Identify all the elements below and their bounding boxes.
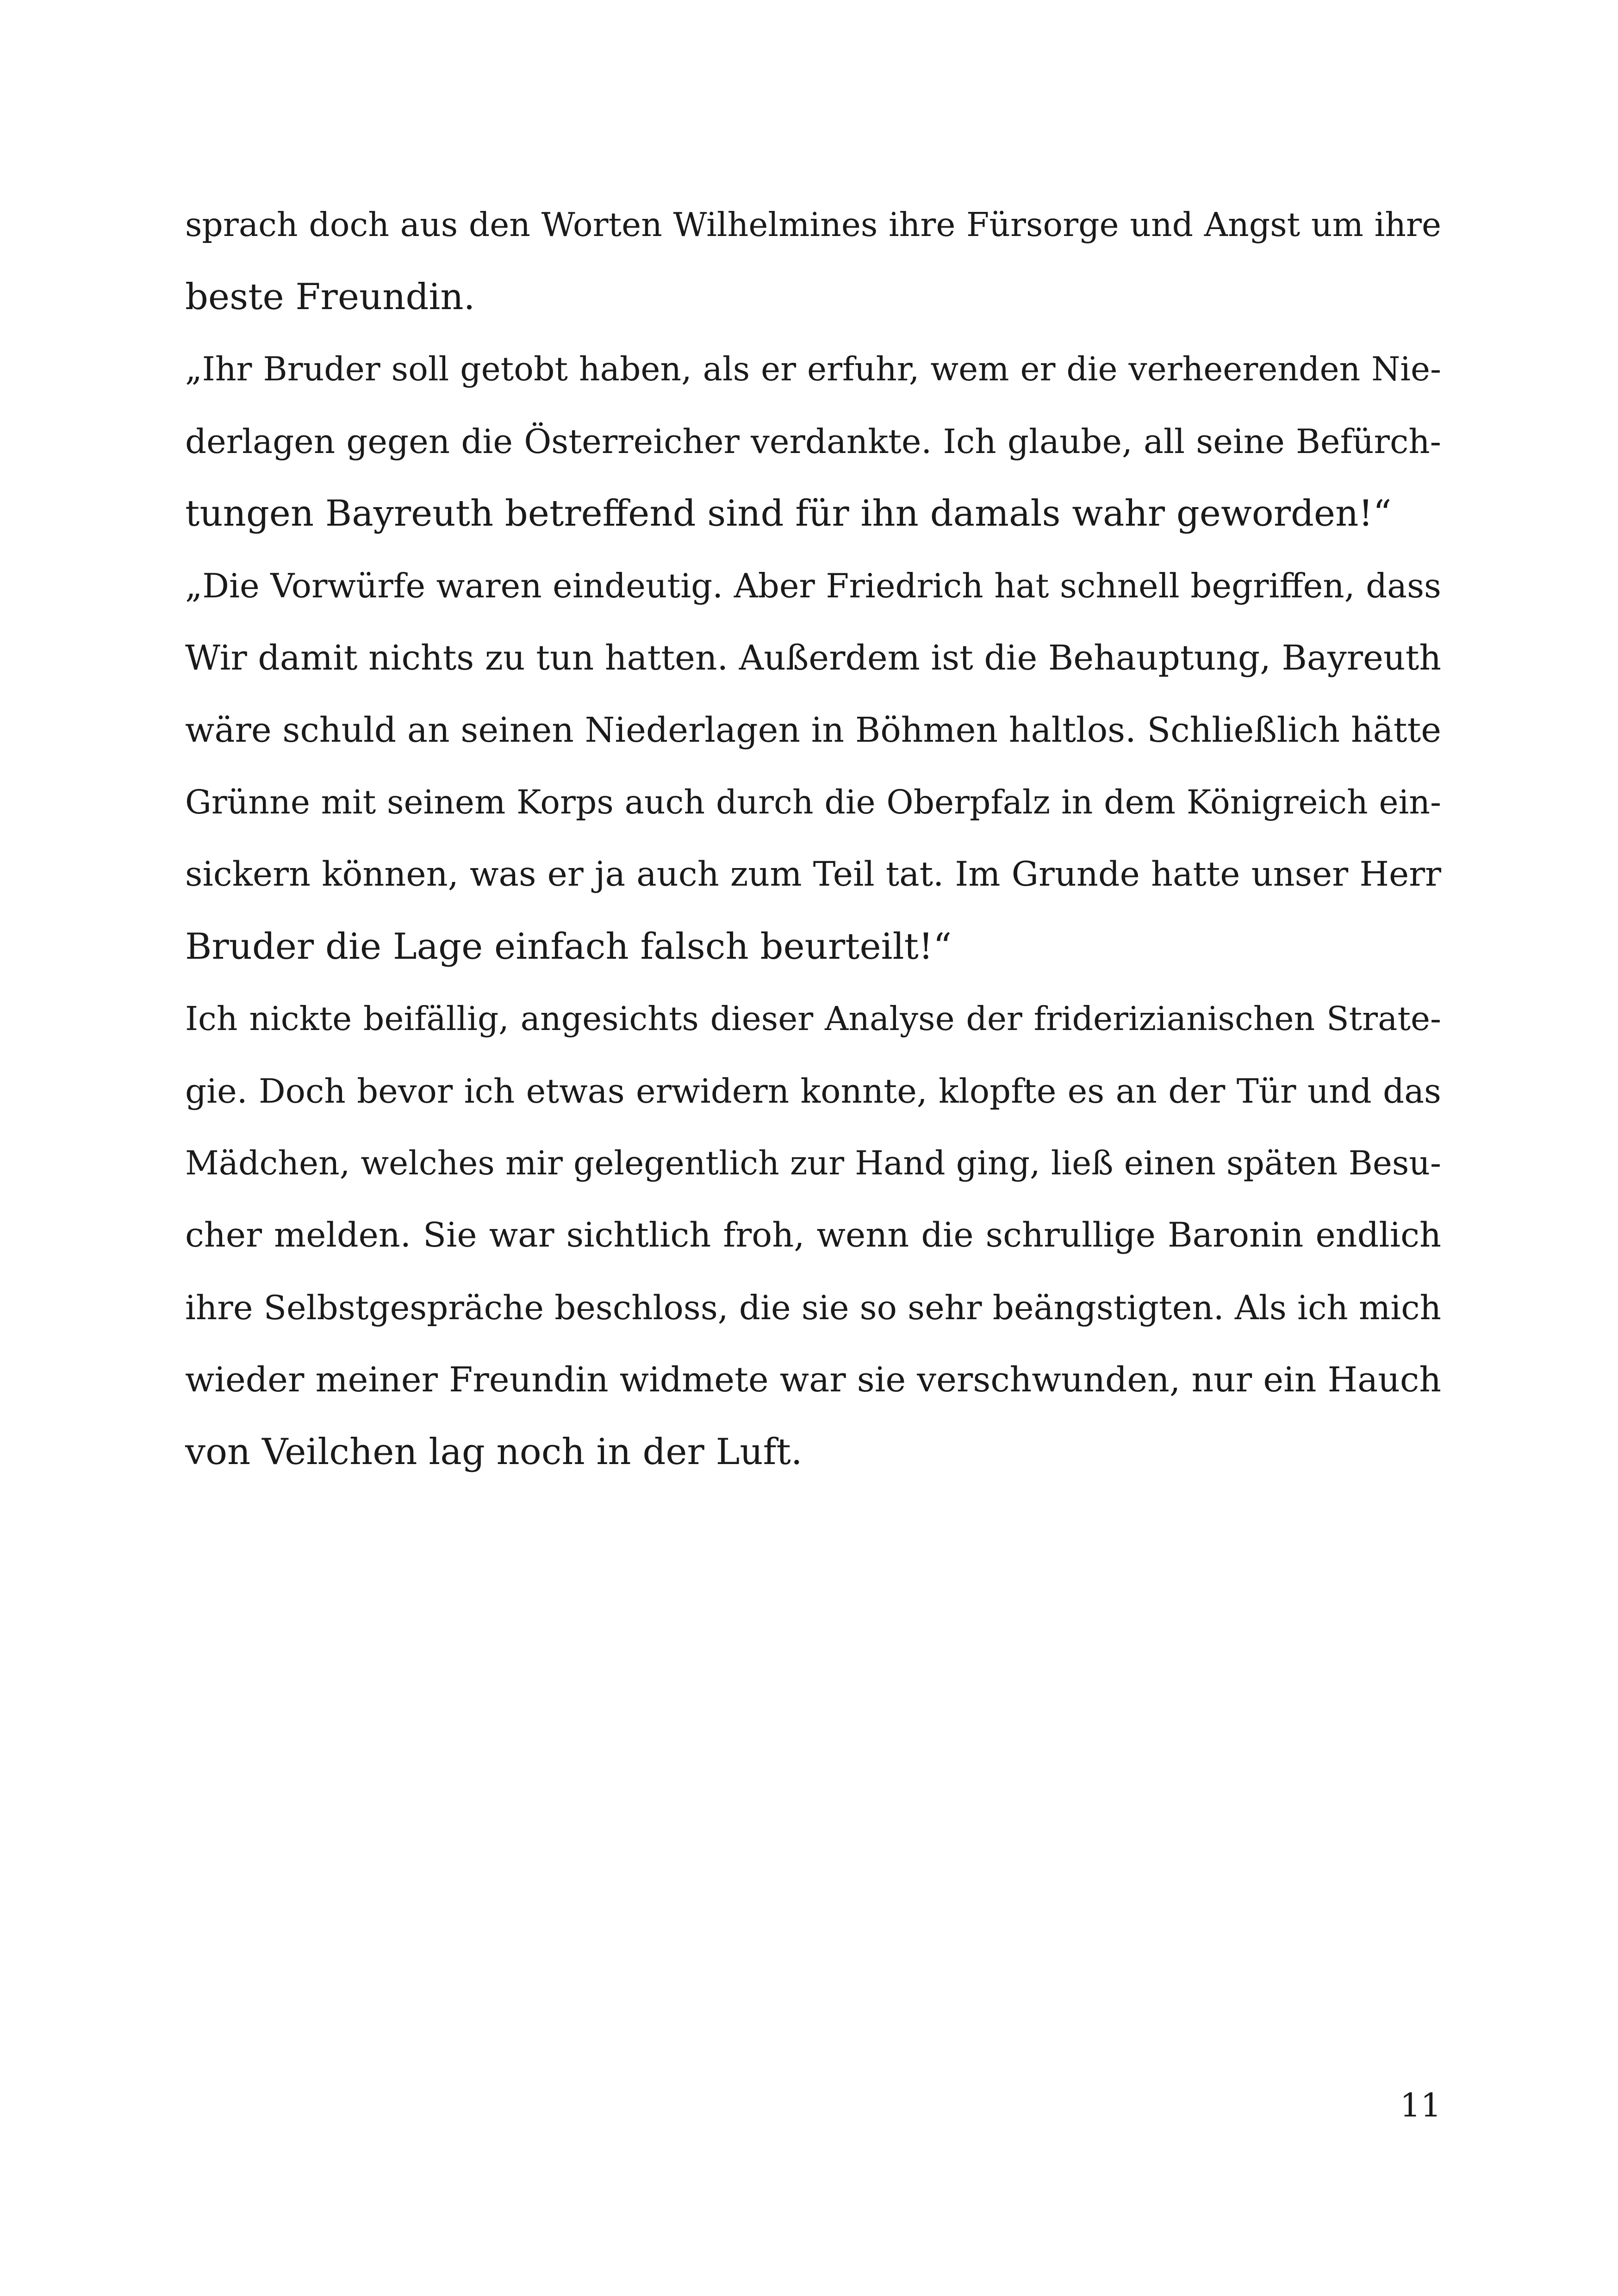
text-line: sprach doch aus den Worten Wilhelmines ihre Fürsorge und Angst um ihre [185,205,1441,244]
text-line: Bruder die Lage einfach falsch beurteilt!“ [185,926,952,968]
text-line: derlagen gegen die Österreicher verdankte. Ich glaube, all seine Befürch- [185,422,1441,461]
text-line: Ich nickte beifällig, angesichts dieser Analyse der friderizianischen Strate- [185,999,1441,1038]
text-line: von Veilchen lag noch in der Luft. [185,1431,803,1473]
text-line: „Die Vorwürfe waren eindeutig. Aber Friedrich hat schnell begriffen, dass [185,566,1441,605]
text-line: beste Freundin. [185,276,475,318]
text-line: „Ihr Bruder soll getobt haben, als er erfuhr, wem er die verheerenden Nie- [185,350,1441,388]
text-line: sickern können, was er ja auch zum Teil tat. Im Grunde hatte unser Herr [185,855,1441,894]
page-number: 11 [1400,2086,1441,2124]
text-line: cher melden. Sie war sichtlich froh, wenn die schrullige Baronin endlich [185,1216,1441,1255]
text-line: Grünne mit seinem Korps auch durch die Oberpfalz in dem Königreich ein- [185,783,1441,821]
text-line: Mädchen, welches mir gelegentlich zur Hand ging, ließ einen späten Besu- [185,1144,1441,1182]
text-line: Wir damit nichts zu tun hatten. Außerdem ist die Behauptung, Bayreuth [185,638,1441,678]
body-text [185,189,1441,1488]
text-line: wäre schuld an seinen Niederlagen in Böhmen haltlos. Schließlich hätte [185,710,1441,750]
text-line: wieder meiner Freundin widmete war sie verschwunden, nur ein Hauch [185,1360,1441,1400]
text-line: ihre Selbstgespräche beschloss, die sie so sehr beängstigten. Als ich mich [185,1288,1441,1327]
text-line: tungen Bayreuth betreffend sind für ihn damals wahr geworden!“ [185,493,1392,534]
text-line: gie. Doch bevor ich etwas erwidern konnte, klopfte es an der Tür und das [185,1072,1441,1111]
